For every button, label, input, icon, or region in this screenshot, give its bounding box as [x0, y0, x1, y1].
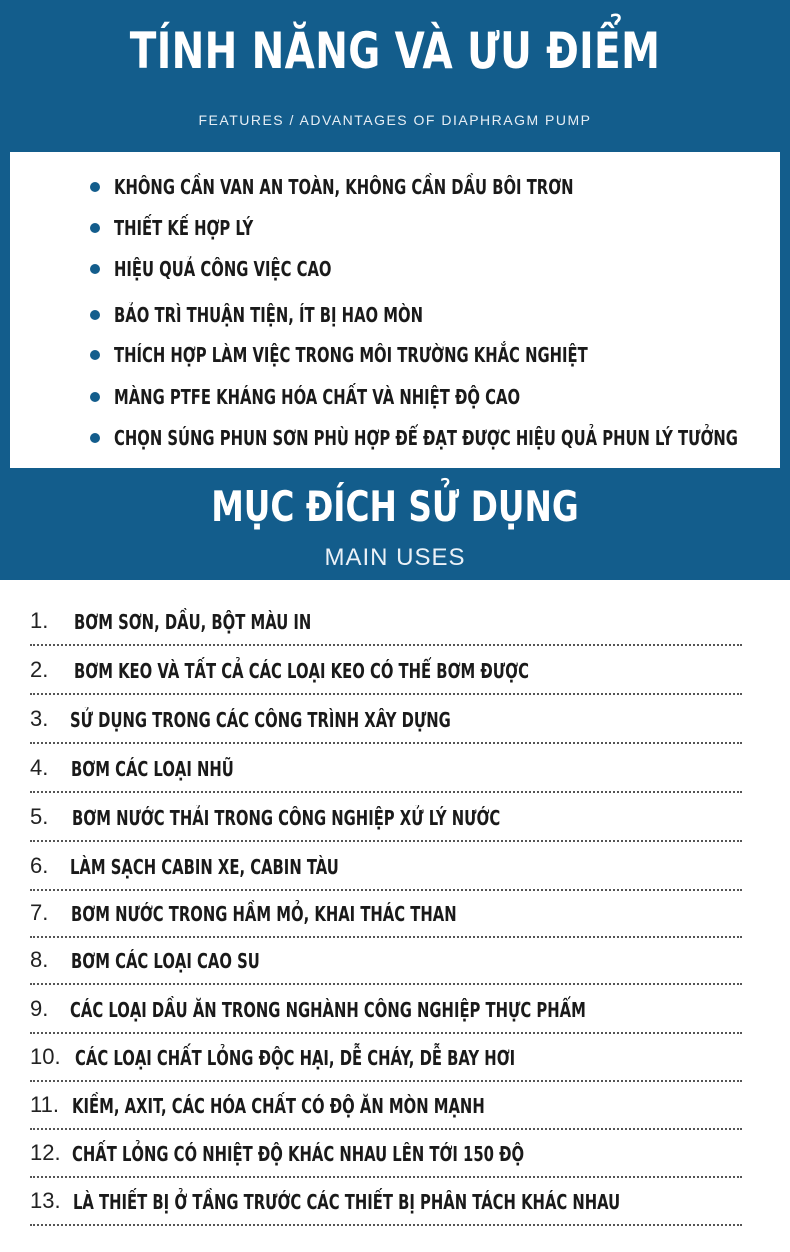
uses-title: MỤC ĐÍCH SỬ DỤNG: [211, 482, 579, 531]
list-item: [30, 792, 742, 842]
item-number: 3.: [30, 706, 49, 731]
item-number: 1.: [30, 608, 49, 633]
item-text: BƠM SƠN, DẦU, BỘT MÀU IN: [74, 610, 312, 634]
feature-text: THÍCH HỢP LÀM VIỆC TRONG MÔI TRƯỜNG KHẮC NGHIỆT: [114, 343, 588, 367]
feature-item: [10, 257, 408, 281]
item-text: SỬ DỤNG TRONG CÁC CÔNG TRÌNH XÂY DỰNG: [70, 708, 451, 732]
item-text: KIỀM, AXIT, CÁC HÓA CHẤT CÓ ĐỘ ĂN MÒN MẠNH: [72, 1094, 485, 1118]
item-number: 8.: [30, 947, 49, 972]
bullet-icon: [90, 264, 100, 274]
item-text: LÀM SẠCH CABIN XE, CABIN TÀU: [70, 855, 339, 879]
list-item: [30, 1032, 742, 1082]
feature-text: KHÔNG CẦN VAN AN TOÀN, KHÔNG CẦN DẦU BÔI TRƠN: [114, 175, 574, 199]
list-item: [30, 645, 742, 695]
feature-text: BẢO TRÌ THUẬN TIỆN, ÍT BỊ HAO MÒN: [114, 303, 423, 327]
list-item: [30, 1128, 742, 1178]
list-item: [30, 888, 742, 938]
list-item: [30, 694, 742, 744]
feature-item: [10, 175, 735, 199]
item-text: BƠM NƯỚC TRONG HẦM MỎ, KHAI THÁC THAN: [71, 902, 457, 926]
feature-item: [10, 426, 790, 450]
bullet-icon: [90, 310, 100, 320]
item-number: 10.: [30, 1044, 61, 1069]
list-item: [30, 841, 742, 891]
item-number: 9.: [30, 996, 49, 1021]
bullet-icon: [90, 223, 100, 233]
item-number: 11.: [30, 1092, 59, 1117]
list-item: [30, 984, 742, 1034]
item-text: BƠM CÁC LOẠI CAO SU: [71, 949, 260, 973]
bullet-icon: [90, 433, 100, 443]
uses-subtitle: MAIN USES: [324, 544, 466, 571]
features-panel: [10, 152, 780, 468]
item-number: 2.: [30, 657, 49, 682]
feature-item: [10, 303, 532, 327]
item-number: 7.: [30, 900, 49, 925]
list-item: [30, 1176, 742, 1226]
feature-item: [10, 385, 663, 409]
feature-text: MÀNG PTFE KHÁNG HÓA CHẤT VÀ NHIỆT ĐỘ CAO: [114, 385, 521, 409]
feature-text: THIẾT KẾ HỢP LÝ: [114, 216, 254, 240]
list-item: [30, 596, 742, 646]
features-subtitle: FEATURES / ADVANTAGES OF DIAPHRAGM PUMP: [198, 112, 592, 128]
item-number: 12.: [30, 1140, 61, 1165]
bullet-icon: [90, 182, 100, 192]
item-number: 6.: [30, 853, 49, 878]
item-number: 4.: [30, 755, 49, 780]
item-number: 13.: [30, 1188, 61, 1213]
feature-text: HIỆU QUẢ CÔNG VIỆC CAO: [114, 257, 332, 281]
item-text: LÀ THIẾT BỊ Ở TẦNG TRƯỚC CÁC THIẾT BỊ PHÂN TÁCH KHÁC NHAU: [73, 1190, 621, 1214]
list-item: [30, 743, 742, 793]
item-text: BƠM KEO VÀ TẤT CẢ CÁC LOẠI KEO CÓ THỂ BƠM ĐƯỢC: [74, 659, 529, 683]
feature-item: [10, 216, 302, 240]
item-text: BƠM NƯỚC THẢI TRONG CÔNG NGHIỆP XỬ LÝ NƯỚC: [72, 806, 501, 830]
item-number: 5.: [30, 804, 49, 829]
bullet-icon: [90, 392, 100, 402]
feature-item: [10, 343, 754, 367]
item-text: CHẤT LỎNG CÓ NHIỆT ĐỘ KHÁC NHAU LÊN TỚI 150 ĐỘ: [72, 1142, 525, 1166]
bullet-icon: [90, 350, 100, 360]
item-text: CÁC LOẠI CHẤT LỎNG ĐỘC HẠI, DỄ CHÁY, DỄ BAY HƠI: [75, 1046, 516, 1070]
list-item: [30, 935, 742, 985]
list-item: [30, 1080, 742, 1130]
item-text: CÁC LOẠI DẦU ĂN TRONG NGHÀNH CÔNG NGHIỆP THỰC PHẨM: [70, 998, 586, 1022]
feature-text: CHỌN SÚNG PHUN SƠN PHÙ HỢP ĐỂ ĐẠT ĐƯỢC HIỆU QUẢ PHUN LÝ TƯỞNG: [114, 426, 738, 450]
features-title: TÍNH NĂNG VÀ ƯU ĐIỂM: [129, 22, 661, 80]
item-text: BƠM CÁC LOẠI NHŨ: [71, 757, 234, 781]
